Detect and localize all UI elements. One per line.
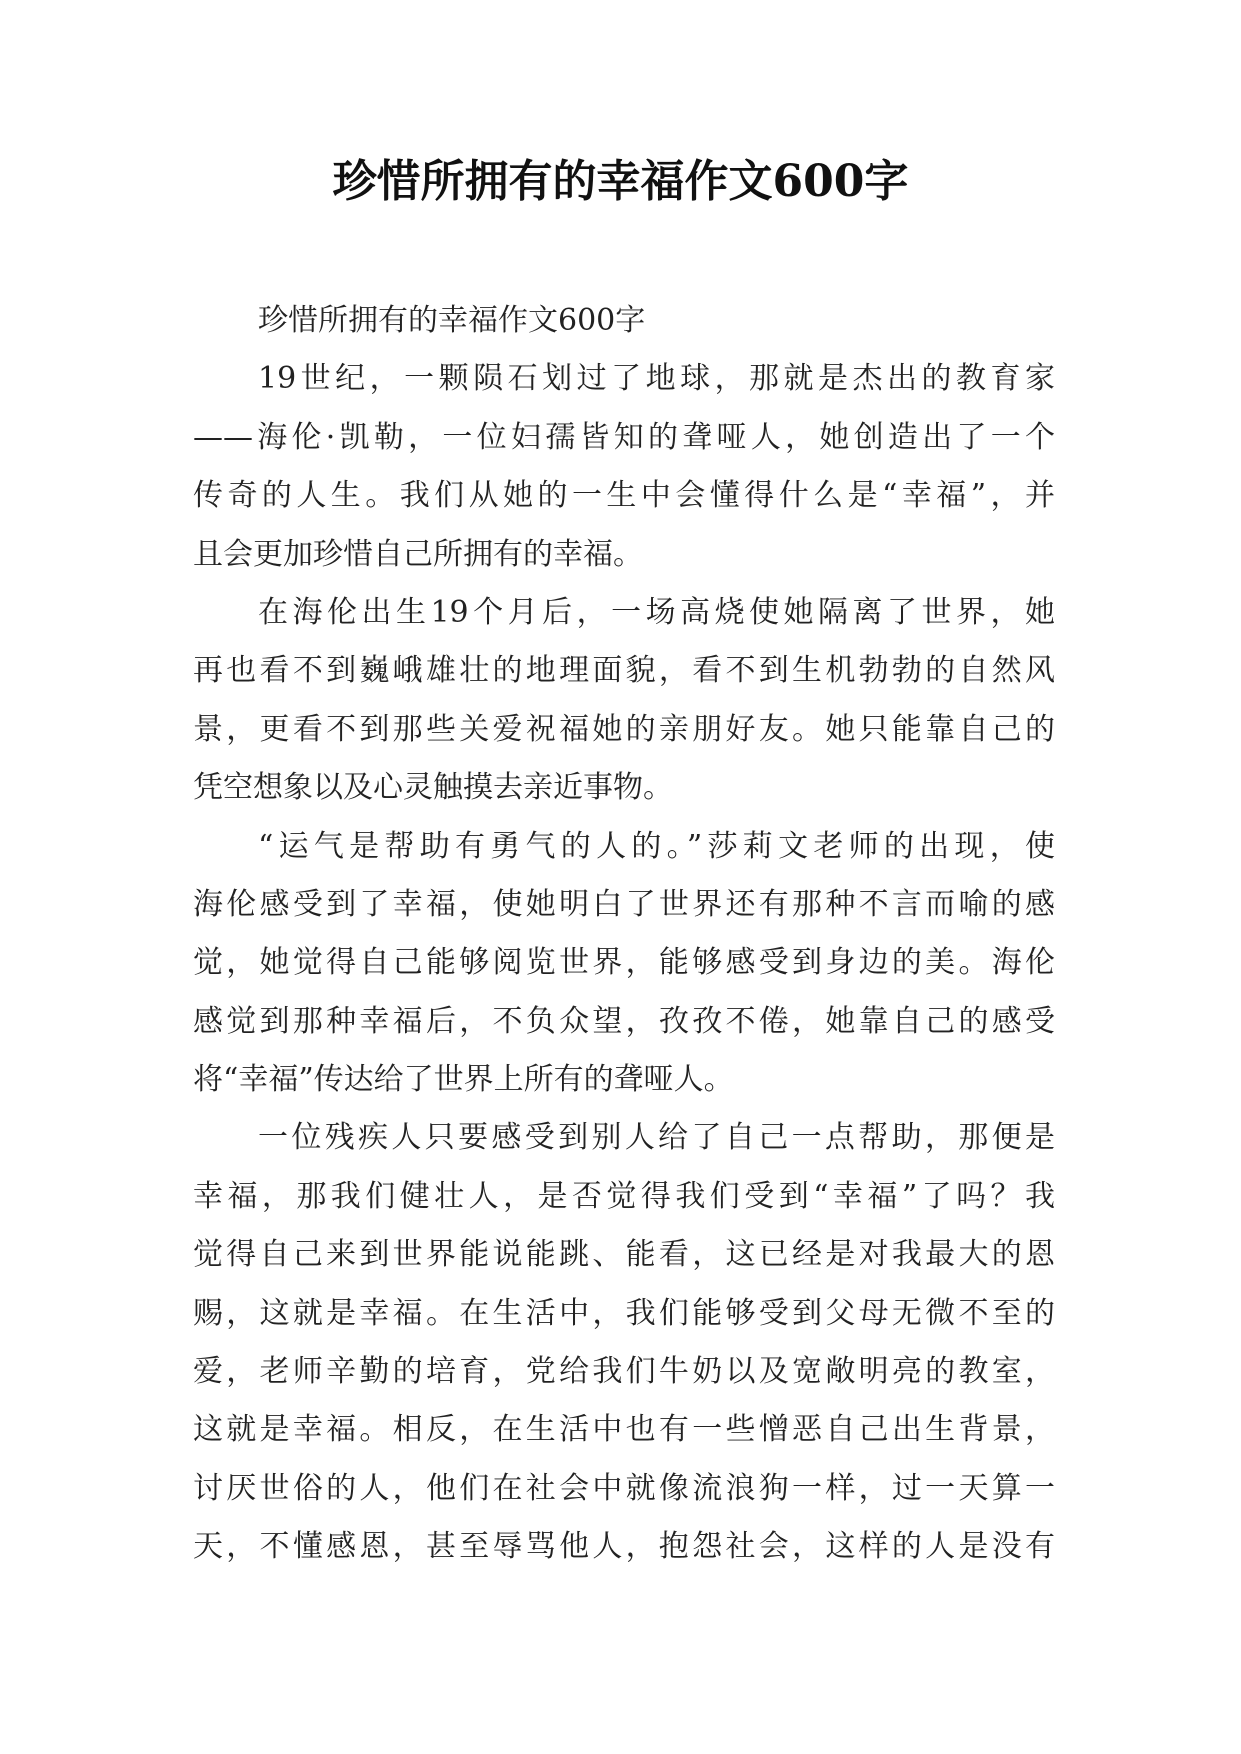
paragraph-4-line-8: 天，不懂感恩，甚至辱骂他人，抱怨社会，这样的人是没有 <box>193 1529 1055 1565</box>
paragraph-1-line-3: 传奇的人生。我们从她的一生中会懂得什么是“幸福”，并 <box>193 478 1055 514</box>
paragraph-2-line-3: 景，更看不到那些关爱祝福她的亲朋好友。她只能靠自己的 <box>193 711 1055 747</box>
paragraph-4-line-2: 幸福，那我们健壮人，是否觉得我们受到“幸福”了吗？我 <box>193 1178 1055 1214</box>
paragraph-1-line-4: 且会更加珍惜自己所拥有的幸福。 <box>193 536 643 572</box>
paragraph-3-line-4: 感觉到那种幸福后，不负众望，孜孜不倦，她靠自己的感受 <box>193 1003 1055 1039</box>
paragraph-3-line-5: 将“幸福”传达给了世界上所有的聋哑人。 <box>193 1062 734 1098</box>
paragraph-1-line-2: ——海伦·凯勒，一位妇孺皆知的聋哑人，她创造出了一个 <box>193 419 1055 455</box>
paragraph-3-line-3: 觉，她觉得自己能够阅览世界，能够感受到身边的美。海伦 <box>193 945 1055 981</box>
paragraph-4-line-3: 觉得自己来到世界能说能跳、能看，这已经是对我最大的恩 <box>193 1237 1055 1273</box>
paragraph-2-line-1: 在海伦出生19个月后，一场高烧使她隔离了世界，她 <box>258 594 1055 630</box>
paragraph-3-line-1: “运气是帮助有勇气的人的。”莎莉文老师的出现，使 <box>258 828 1055 864</box>
document-title: 珍惜所拥有的幸福作文600字 <box>332 156 909 207</box>
paragraph-4-line-6: 这就是幸福。相反，在生活中也有一些憎恶自己出生背景， <box>193 1412 1055 1448</box>
paragraph-4-line-5: 爱，老师辛勤的培育，党给我们牛奶以及宽敞明亮的教室， <box>193 1354 1055 1390</box>
paragraph-2-line-2: 再也看不到巍峨雄壮的地理面貌，看不到生机勃勃的自然风 <box>193 653 1055 689</box>
document-body <box>193 292 1055 1577</box>
paragraph-3-line-2: 海伦感受到了幸福，使她明白了世界还有那种不言而喻的感 <box>193 886 1055 922</box>
paragraph-1-line-1: 19世纪，一颗陨石划过了地球，那就是杰出的教育家 <box>258 361 1055 397</box>
paragraph-4-line-7: 讨厌世俗的人，他们在社会中就像流浪狗一样，过一天算一 <box>193 1470 1055 1506</box>
subtitle-line: 珍惜所拥有的幸福作文600字 <box>258 303 646 338</box>
paragraph-2-line-4: 凭空想象以及心灵触摸去亲近事物。 <box>193 770 673 806</box>
paragraph-4-line-1: 一位残疾人只要感受到别人给了自己一点帮助，那便是 <box>258 1120 1055 1156</box>
paragraph-4-line-4: 赐，这就是幸福。在生活中，我们能够受到父母无微不至的 <box>193 1295 1055 1331</box>
